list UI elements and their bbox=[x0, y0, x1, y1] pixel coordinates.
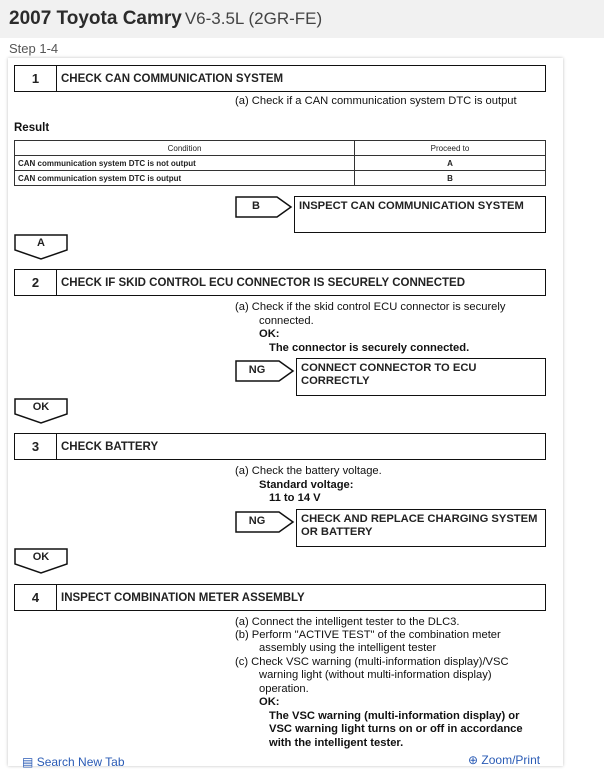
step-3-instruction: (a) Check the battery voltage. bbox=[235, 465, 382, 477]
step-number: 1 bbox=[15, 66, 57, 91]
column-header-proceed: Proceed to bbox=[355, 141, 546, 156]
result-label: Result bbox=[14, 122, 50, 134]
branch-label: A bbox=[37, 237, 45, 249]
step-4-instruction-c-cont-1: warning light (without multi-information display) bbox=[259, 669, 492, 681]
condition-cell: CAN communication system DTC is output bbox=[15, 171, 355, 186]
branch-label: B bbox=[252, 200, 260, 212]
destination-line-1: CHECK AND REPLACE CHARGING SYSTEM bbox=[301, 513, 538, 525]
result-table bbox=[14, 140, 546, 186]
branch-b-destination[interactable]: INSPECT CAN COMMUNICATION SYSTEM bbox=[294, 196, 546, 233]
new-tab-icon: ▤ bbox=[22, 755, 34, 769]
page-header bbox=[0, 0, 604, 38]
branch-label: NG bbox=[248, 515, 266, 527]
search-new-tab-label: Search New Tab bbox=[36, 755, 125, 769]
vehicle-name: 2007 Toyota Camry bbox=[9, 8, 182, 29]
step-title: CHECK BATTERY bbox=[61, 440, 159, 453]
step-number: 2 bbox=[15, 270, 57, 295]
step-title: INSPECT COMBINATION METER ASSEMBLY bbox=[61, 591, 305, 604]
ok-criteria-line-3: with the intelligent tester. bbox=[269, 737, 404, 749]
branch-label: NG bbox=[248, 364, 266, 376]
proceed-cell: A bbox=[355, 156, 546, 171]
destination-line-2: CORRECTLY bbox=[301, 375, 370, 387]
step-4-instruction-b-cont: assembly using the intelligent tester bbox=[259, 642, 437, 654]
ok-criteria-line-2: VSC warning light turns on or off in accordance bbox=[269, 723, 523, 735]
step-number: 3 bbox=[15, 434, 57, 459]
step-number: 4 bbox=[15, 585, 57, 610]
ok-criteria-line-1: The VSC warning (multi-information display) or bbox=[269, 710, 520, 722]
step-1-instruction: (a) Check if a CAN communication system DTC is output bbox=[235, 95, 517, 107]
step-title: CHECK CAN COMMUNICATION SYSTEM bbox=[61, 72, 284, 85]
destination-line-2: OR BATTERY bbox=[301, 526, 373, 538]
table-row bbox=[15, 171, 546, 186]
step-title: CHECK IF SKID CONTROL ECU CONNECTOR IS SECURELY CONNECTED bbox=[61, 276, 466, 289]
step-2-instruction-line-1: (a) Check if the skid control ECU connector is securely bbox=[235, 301, 506, 313]
step-4-instruction-a: (a) Connect the intelligent tester to the DLC3. bbox=[235, 616, 460, 628]
zoom-print-label: Zoom/Print bbox=[481, 753, 541, 767]
branch-ok-arrow[interactable] bbox=[14, 398, 68, 424]
step-4-instruction-b: (b) Perform "ACTIVE TEST" of the combination meter bbox=[235, 629, 501, 641]
step-1-header bbox=[14, 65, 546, 92]
step-4-instruction-c-cont-2: operation. bbox=[259, 683, 309, 695]
engine-spec: V6-3.5L (2GR-FE) bbox=[184, 9, 323, 28]
table-row bbox=[15, 156, 546, 171]
step-range-label: Step 1-4 bbox=[9, 41, 59, 56]
ok-criteria: The connector is securely connected. bbox=[269, 342, 470, 354]
diagnostic-procedure-document bbox=[8, 58, 563, 766]
step-2-header bbox=[14, 269, 546, 296]
step-4-instruction-c: (c) Check VSC warning (multi-information display)/VSC bbox=[235, 656, 509, 668]
branch-ng-arrow[interactable] bbox=[235, 360, 297, 382]
destination-line-1: CONNECT CONNECTOR TO ECU bbox=[301, 362, 477, 374]
step-2-instruction-line-2: connected. bbox=[259, 315, 314, 327]
branch-label: OK bbox=[32, 401, 50, 413]
step-3-header bbox=[14, 433, 546, 460]
step-4-header bbox=[14, 584, 546, 611]
zoom-icon: ⊕ bbox=[468, 753, 479, 767]
table-header-row bbox=[15, 141, 546, 156]
bottom-toolbar bbox=[0, 752, 604, 769]
condition-cell: CAN communication system DTC is not output bbox=[15, 156, 355, 171]
standard-voltage-label: Standard voltage: bbox=[259, 479, 354, 491]
standard-voltage-value: 11 to 14 V bbox=[269, 492, 321, 504]
ok-label: OK: bbox=[259, 696, 280, 708]
branch-label: OK bbox=[32, 551, 50, 563]
branch-a-arrow[interactable] bbox=[14, 234, 68, 260]
proceed-cell: B bbox=[355, 171, 546, 186]
search-new-tab-link[interactable] bbox=[22, 755, 125, 769]
ok-label: OK: bbox=[259, 328, 280, 340]
branch-ok-arrow[interactable] bbox=[14, 548, 68, 574]
page-title bbox=[9, 8, 322, 30]
branch-ng-destination[interactable] bbox=[296, 509, 546, 547]
column-header-condition: Condition bbox=[15, 141, 355, 156]
branch-b-arrow[interactable] bbox=[235, 196, 295, 218]
branch-ng-destination[interactable] bbox=[296, 358, 546, 396]
zoom-print-link[interactable] bbox=[468, 753, 540, 767]
branch-ng-arrow[interactable] bbox=[235, 511, 297, 533]
